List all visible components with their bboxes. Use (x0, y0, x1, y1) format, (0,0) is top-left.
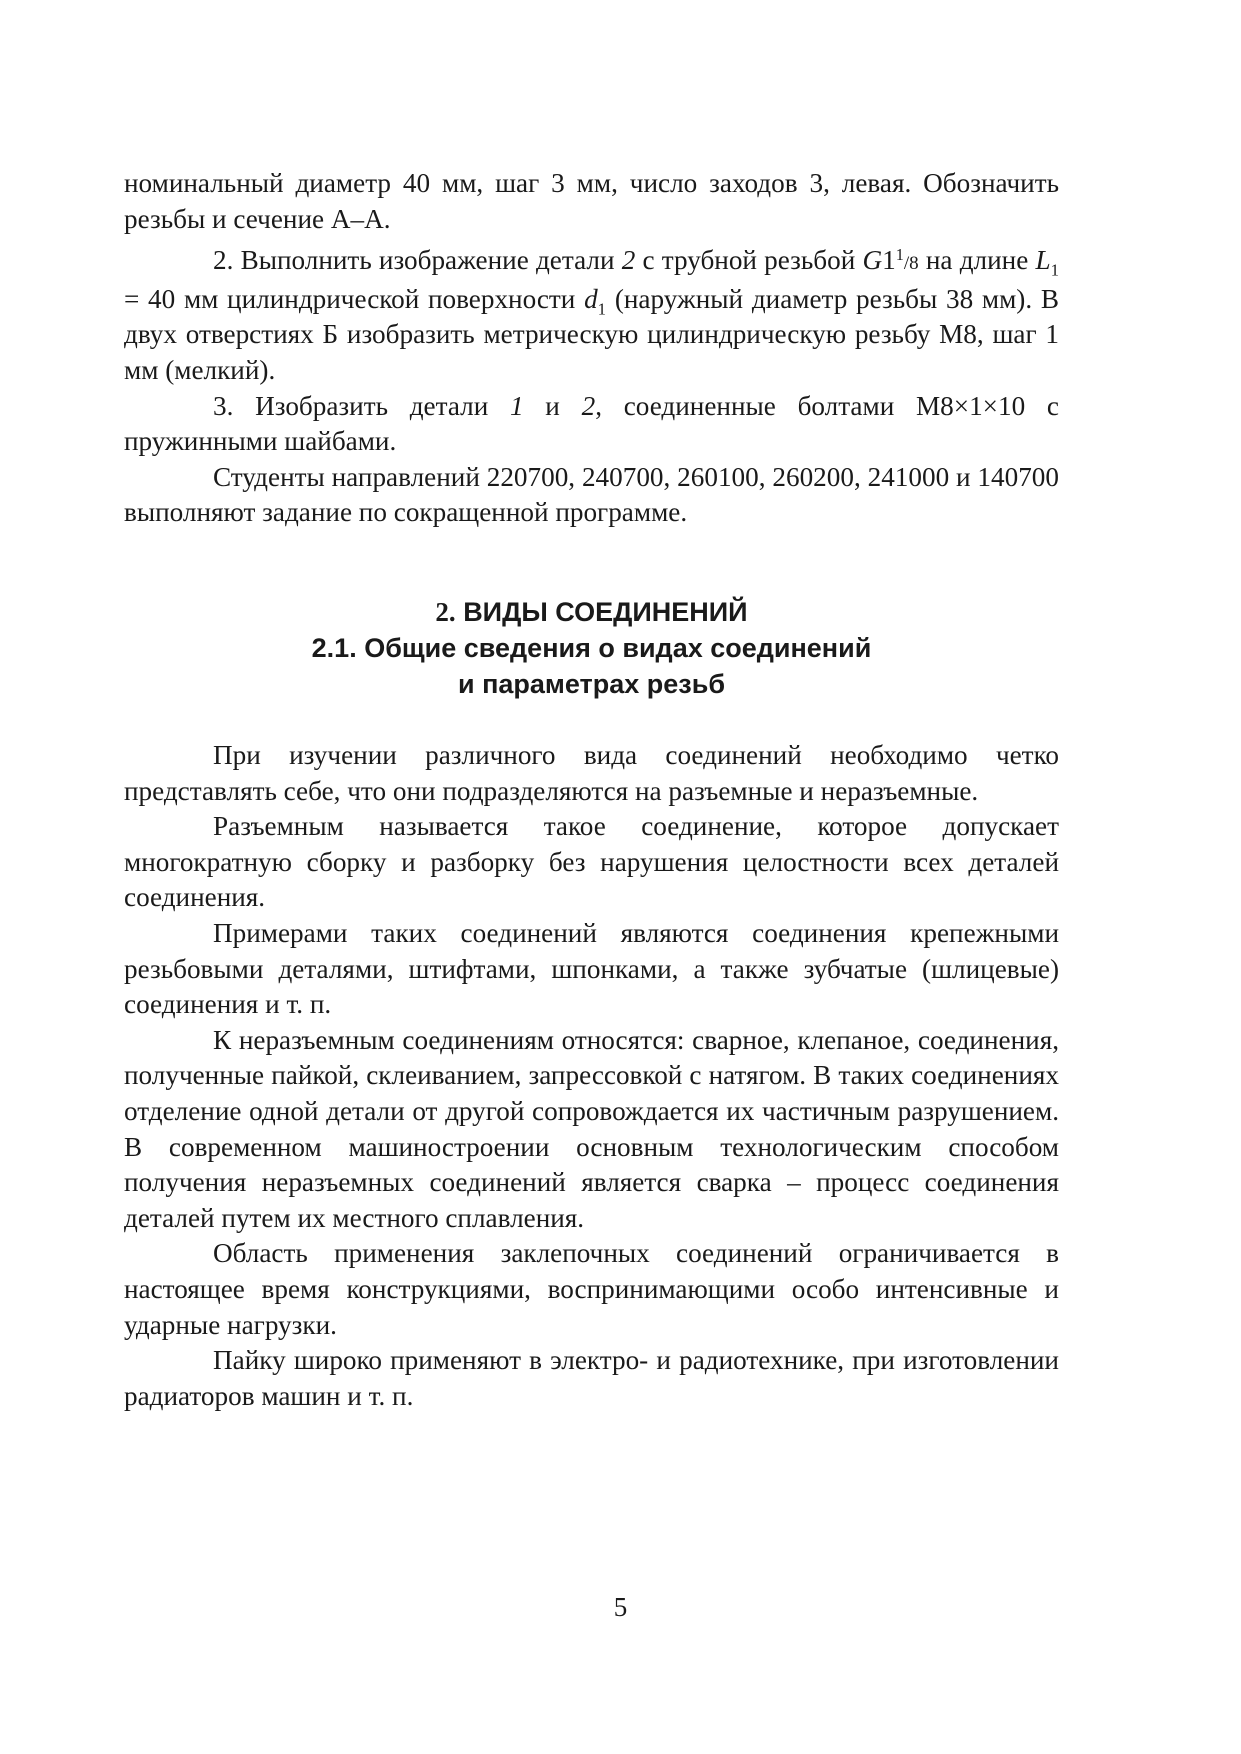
length-symbol: L (1035, 245, 1051, 276)
text-run: = 40 мм цилиндрической поверхности (124, 283, 585, 314)
thread-size-fraction-denominator: /8 (903, 253, 919, 275)
body-paragraph: К неразъемным соединениям относятся: сварное, клепаное, соединения, полученные пайкой, склеиванием, запрессовкой с натягом. В таких соединениях отделение одной детали от другой сопровождается их частичным разрушением. В современном машиностроении основным технологическим способом получения неразъемных соединений является сварка – процесс соединения деталей путем их местного сплавления. (124, 1024, 1059, 1233)
subsection-heading (124, 630, 1059, 702)
thread-size-fraction-numerator: 1 (895, 245, 904, 265)
text-run: (наружный диаметр резьбы 38 мм). В двух отверстиях Б изобразить метрическую цилиндрическую резьбу М8, шаг 1 мм (мелкий). (124, 283, 1059, 385)
subsection-title-line-1: 2.1. Общие сведения о видах соединений (311, 633, 872, 663)
subsection-title-line-2: и параметрах резьб (457, 669, 726, 699)
paragraph-task-2 (124, 237, 1059, 388)
body-paragraph: Разъемным называется такое соединение, которое допускает многократную сборку и разборку без нарушения целостности всех деталей соединения. (124, 811, 1059, 913)
text-run: 3. Изобразить детали (213, 390, 510, 421)
text-run: , соединенные болтами М8×1×10 с пружинными шайбами. (124, 390, 1059, 457)
section-body (124, 738, 1059, 1414)
section-heading (124, 594, 1059, 630)
section-title: ВИДЫ СОЕДИНЕНИЙ (463, 597, 748, 627)
diameter-symbol: d (584, 283, 598, 314)
length-subscript: 1 (1050, 260, 1060, 280)
text-run: и (523, 390, 582, 421)
body-paragraph: Примерами таких соединений являются соединения крепежными резьбовыми деталями, штифтами, шпонками, а также зубчатые (шлицевые) соединения и т. п. (124, 917, 1059, 1020)
task-continuation (124, 166, 1059, 531)
paragraph-task-3 (124, 389, 1059, 460)
part-number: 1 (509, 390, 524, 421)
section-number: 2. (435, 597, 456, 627)
body-paragraph: Область применения заклепочных соединений ограничивается в настоящее время конструкциями, воспринимающими особо интенсивные и ударные нагрузки. (124, 1238, 1059, 1340)
part-number: 2 (621, 245, 636, 276)
body-paragraph: При изучении различного вида соединений необходимо четко представлять себе, что они подразделяются на разъемные и неразъемные. (124, 740, 1059, 806)
text-run: 2. Выполнить изображение детали (213, 245, 622, 276)
part-number: 2 (581, 390, 596, 421)
page-number: 5 (613, 1592, 628, 1622)
text-run: на длине (918, 245, 1036, 276)
thread-size-whole: 1 (882, 245, 896, 276)
thread-symbol: G (862, 245, 883, 276)
diameter-subscript: 1 (597, 299, 607, 319)
body-paragraph: Пайку широко применяют в электро- и радиотехнике, при изготовлении радиаторов машин и т. п. (124, 1345, 1059, 1411)
text-run: с трубной резьбой (635, 245, 863, 276)
paragraph-students-note: Студенты направлений 220700, 240700, 260100, 260200, 241000 и 140700 выполняют задание по сокращенной программе. (124, 461, 1059, 528)
paragraph-task-1-end: номинальный диаметр 40 мм, шаг 3 мм, число заходов 3, левая. Обозначить резьбы и сечение А–А. (124, 168, 1059, 234)
